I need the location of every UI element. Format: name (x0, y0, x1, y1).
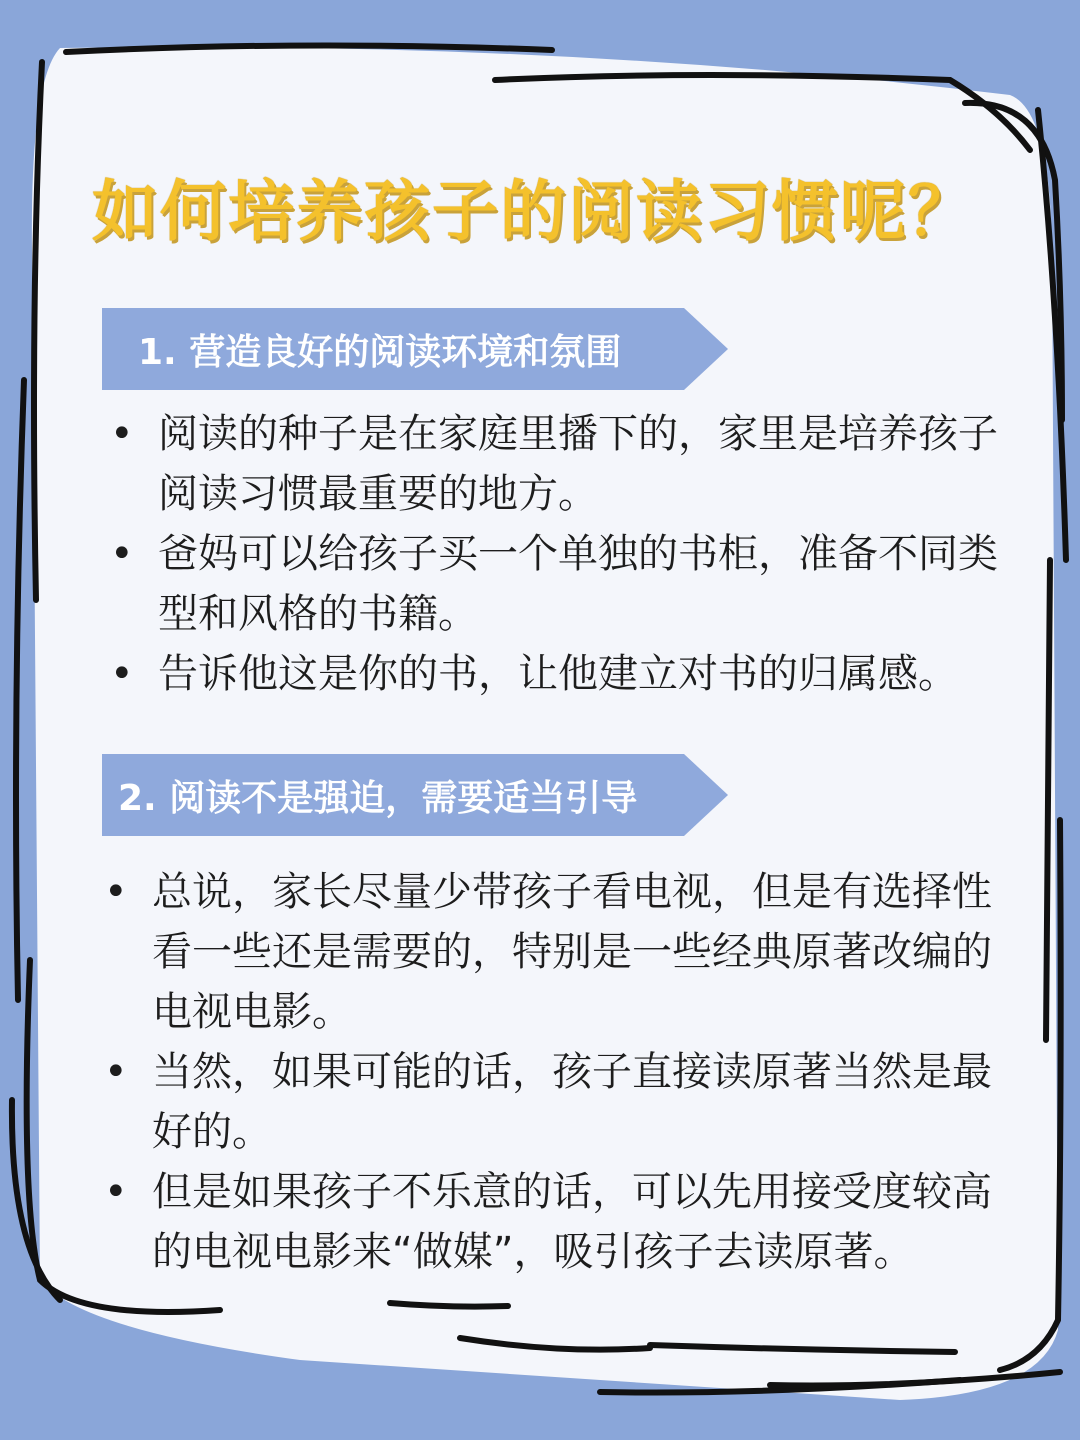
section-2-list (104, 862, 994, 1282)
section-2-banner (102, 754, 728, 836)
bullet-dot: • (110, 411, 134, 457)
bullet-dot: • (104, 869, 128, 915)
section-2-heading: 2. 阅读不是强迫，需要适当引导 (102, 754, 684, 836)
bullet-dot: • (110, 531, 134, 577)
bullet-dot: • (110, 651, 134, 697)
list-item-text: 告诉他这是你的书，让他建立对书的归属感。 (158, 651, 958, 697)
list-item-text: 阅读的种子是在家庭里播下的，家里是培养孩子阅读习惯最重要的地方。 (158, 411, 998, 517)
list-item-text: 总说，家长尽量少带孩子看电视，但是有选择性看一些还是需要的，特别是一些经典原著改编的电视电影。 (152, 869, 992, 1035)
list-item-text: 但是如果孩子不乐意的话，可以先用接受度较高的电视电影来“做媒”，吸引孩子去读原著。 (152, 1169, 992, 1275)
list-item-text: 爸妈可以给孩子买一个单独的书柜，准备不同类型和风格的书籍。 (158, 531, 998, 637)
list-item (104, 1042, 994, 1162)
bullet-dot: • (104, 1169, 128, 1215)
list-item (104, 862, 994, 1042)
section-1-heading: 1. 营造良好的阅读环境和氛围 (102, 308, 684, 390)
bullet-dot: • (104, 1049, 128, 1095)
banner-arrow-shape (684, 754, 728, 836)
list-item-text: 当然，如果可能的话，孩子直接读原著当然是最好的。 (152, 1049, 992, 1155)
banner-arrow-shape (684, 308, 728, 390)
list-item (110, 524, 1000, 644)
section-1-banner (102, 308, 728, 390)
section-1-list (110, 404, 1000, 704)
list-item (110, 404, 1000, 524)
list-item (110, 644, 1000, 704)
page-title: 如何培养孩子的阅读习惯呢？ (92, 173, 976, 250)
list-item (104, 1162, 994, 1282)
